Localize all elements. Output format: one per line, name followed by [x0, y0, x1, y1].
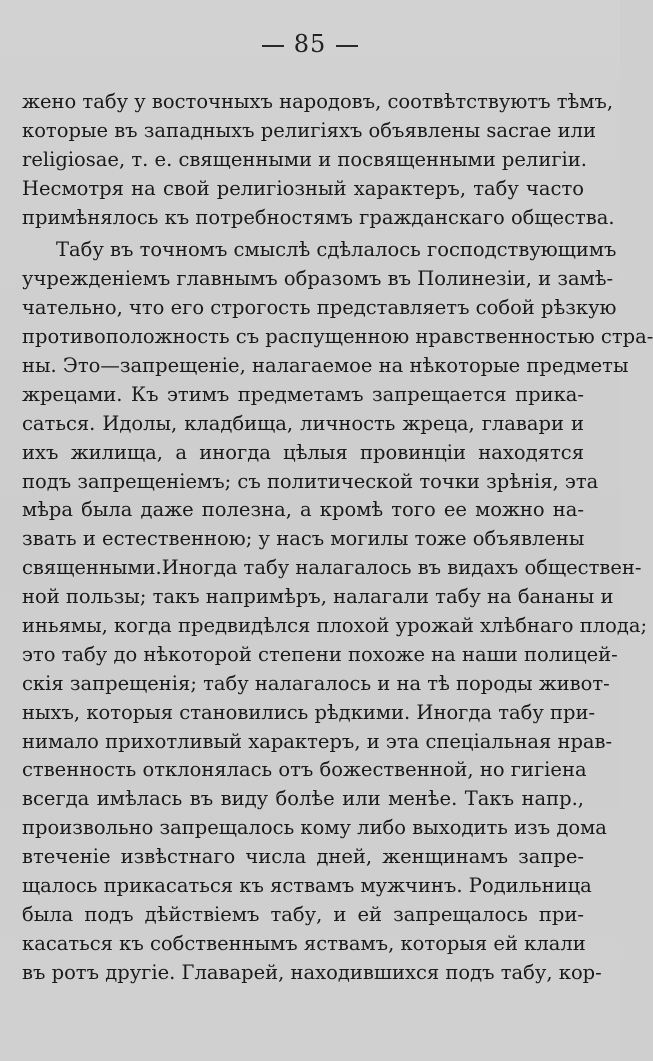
right-dash: [336, 45, 358, 47]
text-line: произвольно запрещалось кому либо выходить изъ дома: [22, 816, 607, 840]
text-line: Несмотря на свой религiозный характеръ, табу часто: [22, 176, 584, 200]
text-line: жено табу у восточныхъ народовъ, соотвѣтствуютъ тѣмъ,: [22, 90, 614, 113]
text-line: ихъ жилища, а иногда цѣлыя провинцiи находятся: [22, 440, 584, 464]
text-line: подъ запрещенiемъ; съ политической точки зрѣнiя, эта: [22, 469, 599, 493]
text-line: всегда имѣлась въ виду болѣе или менѣе. Такъ напр.,: [22, 787, 584, 811]
text-line: саться. Идолы, кладбища, личность жреца, главари и: [22, 411, 584, 435]
text-line: жрецами. Къ этимъ предметамъ запрещается прика-: [22, 382, 584, 406]
text-line: Табу въ точномъ смыслѣ сдѣлалось господствующимъ: [56, 238, 617, 262]
text-line: звать и естественною; у насъ могилы тоже объявлены: [22, 527, 585, 551]
text-line: которые въ западныхъ религiяхъ объявлены sacrae или: [22, 118, 596, 142]
page-number: 85: [293, 30, 327, 58]
text-line: ныхъ, которыя становились рѣдкими. Иногда табу при-: [22, 700, 596, 724]
text-line: священными.Иногда табу налагалось въ видахъ обществен-: [22, 556, 642, 580]
text-line: ны. Это—запрещенiе, налагаемое на нѣкоторые предметы: [22, 354, 629, 378]
text-line: касаться къ собственнымъ яствамъ, которыя ей клали: [22, 931, 586, 955]
text-line: это табу до нѣкоторой степени похоже на наши полицей-: [22, 642, 618, 666]
text-line: иньямы, когда предвидѣлся плохой урожай хлѣбнаго плода;: [22, 614, 648, 638]
body-text: [22, 88, 653, 988]
text-line: religiosae, т. е. священными и посвященными религiи.: [22, 147, 587, 171]
text-line: втеченiе извѣстнаго числа дней, женщинамъ запре-: [22, 845, 584, 869]
text-line: примѣнялось къ потребностямъ гражданскаго общества.: [22, 205, 615, 229]
text-line: чательно, что его строгость представляетъ собой рѣзкую: [22, 296, 617, 320]
text-line: была подъ дѣйствiемъ табу, и ей запрещалось при-: [22, 902, 584, 926]
text-line: учрежденiемъ главнымъ образомъ въ Полинезiи, и замѣ-: [22, 267, 614, 291]
text-line: щалось прикасаться къ яствамъ мужчинъ. Родильница: [22, 874, 592, 898]
left-dash: [262, 45, 284, 47]
text-line: нимало прихотливый характеръ, и эта спецiальная нрав-: [22, 729, 613, 753]
text-line: мѣра была даже полезна, а кромѣ того ее можно на-: [22, 498, 584, 522]
text-line: въ ротъ другiе. Главарей, находившихся подъ табу, кор-: [22, 960, 602, 984]
text-line: ной пользы; такъ напримѣръ, налагали табу на бананы и: [22, 585, 614, 609]
text-line: ственность отклонялась отъ божественной, но гигiена: [22, 758, 587, 782]
text-line: противоположность съ распущенною нравственностью стра-: [22, 325, 653, 349]
text-line: скiя запрещенiя; табу налагалось и на тѣ породы живот-: [22, 671, 610, 695]
page-number-header: [0, 30, 620, 58]
